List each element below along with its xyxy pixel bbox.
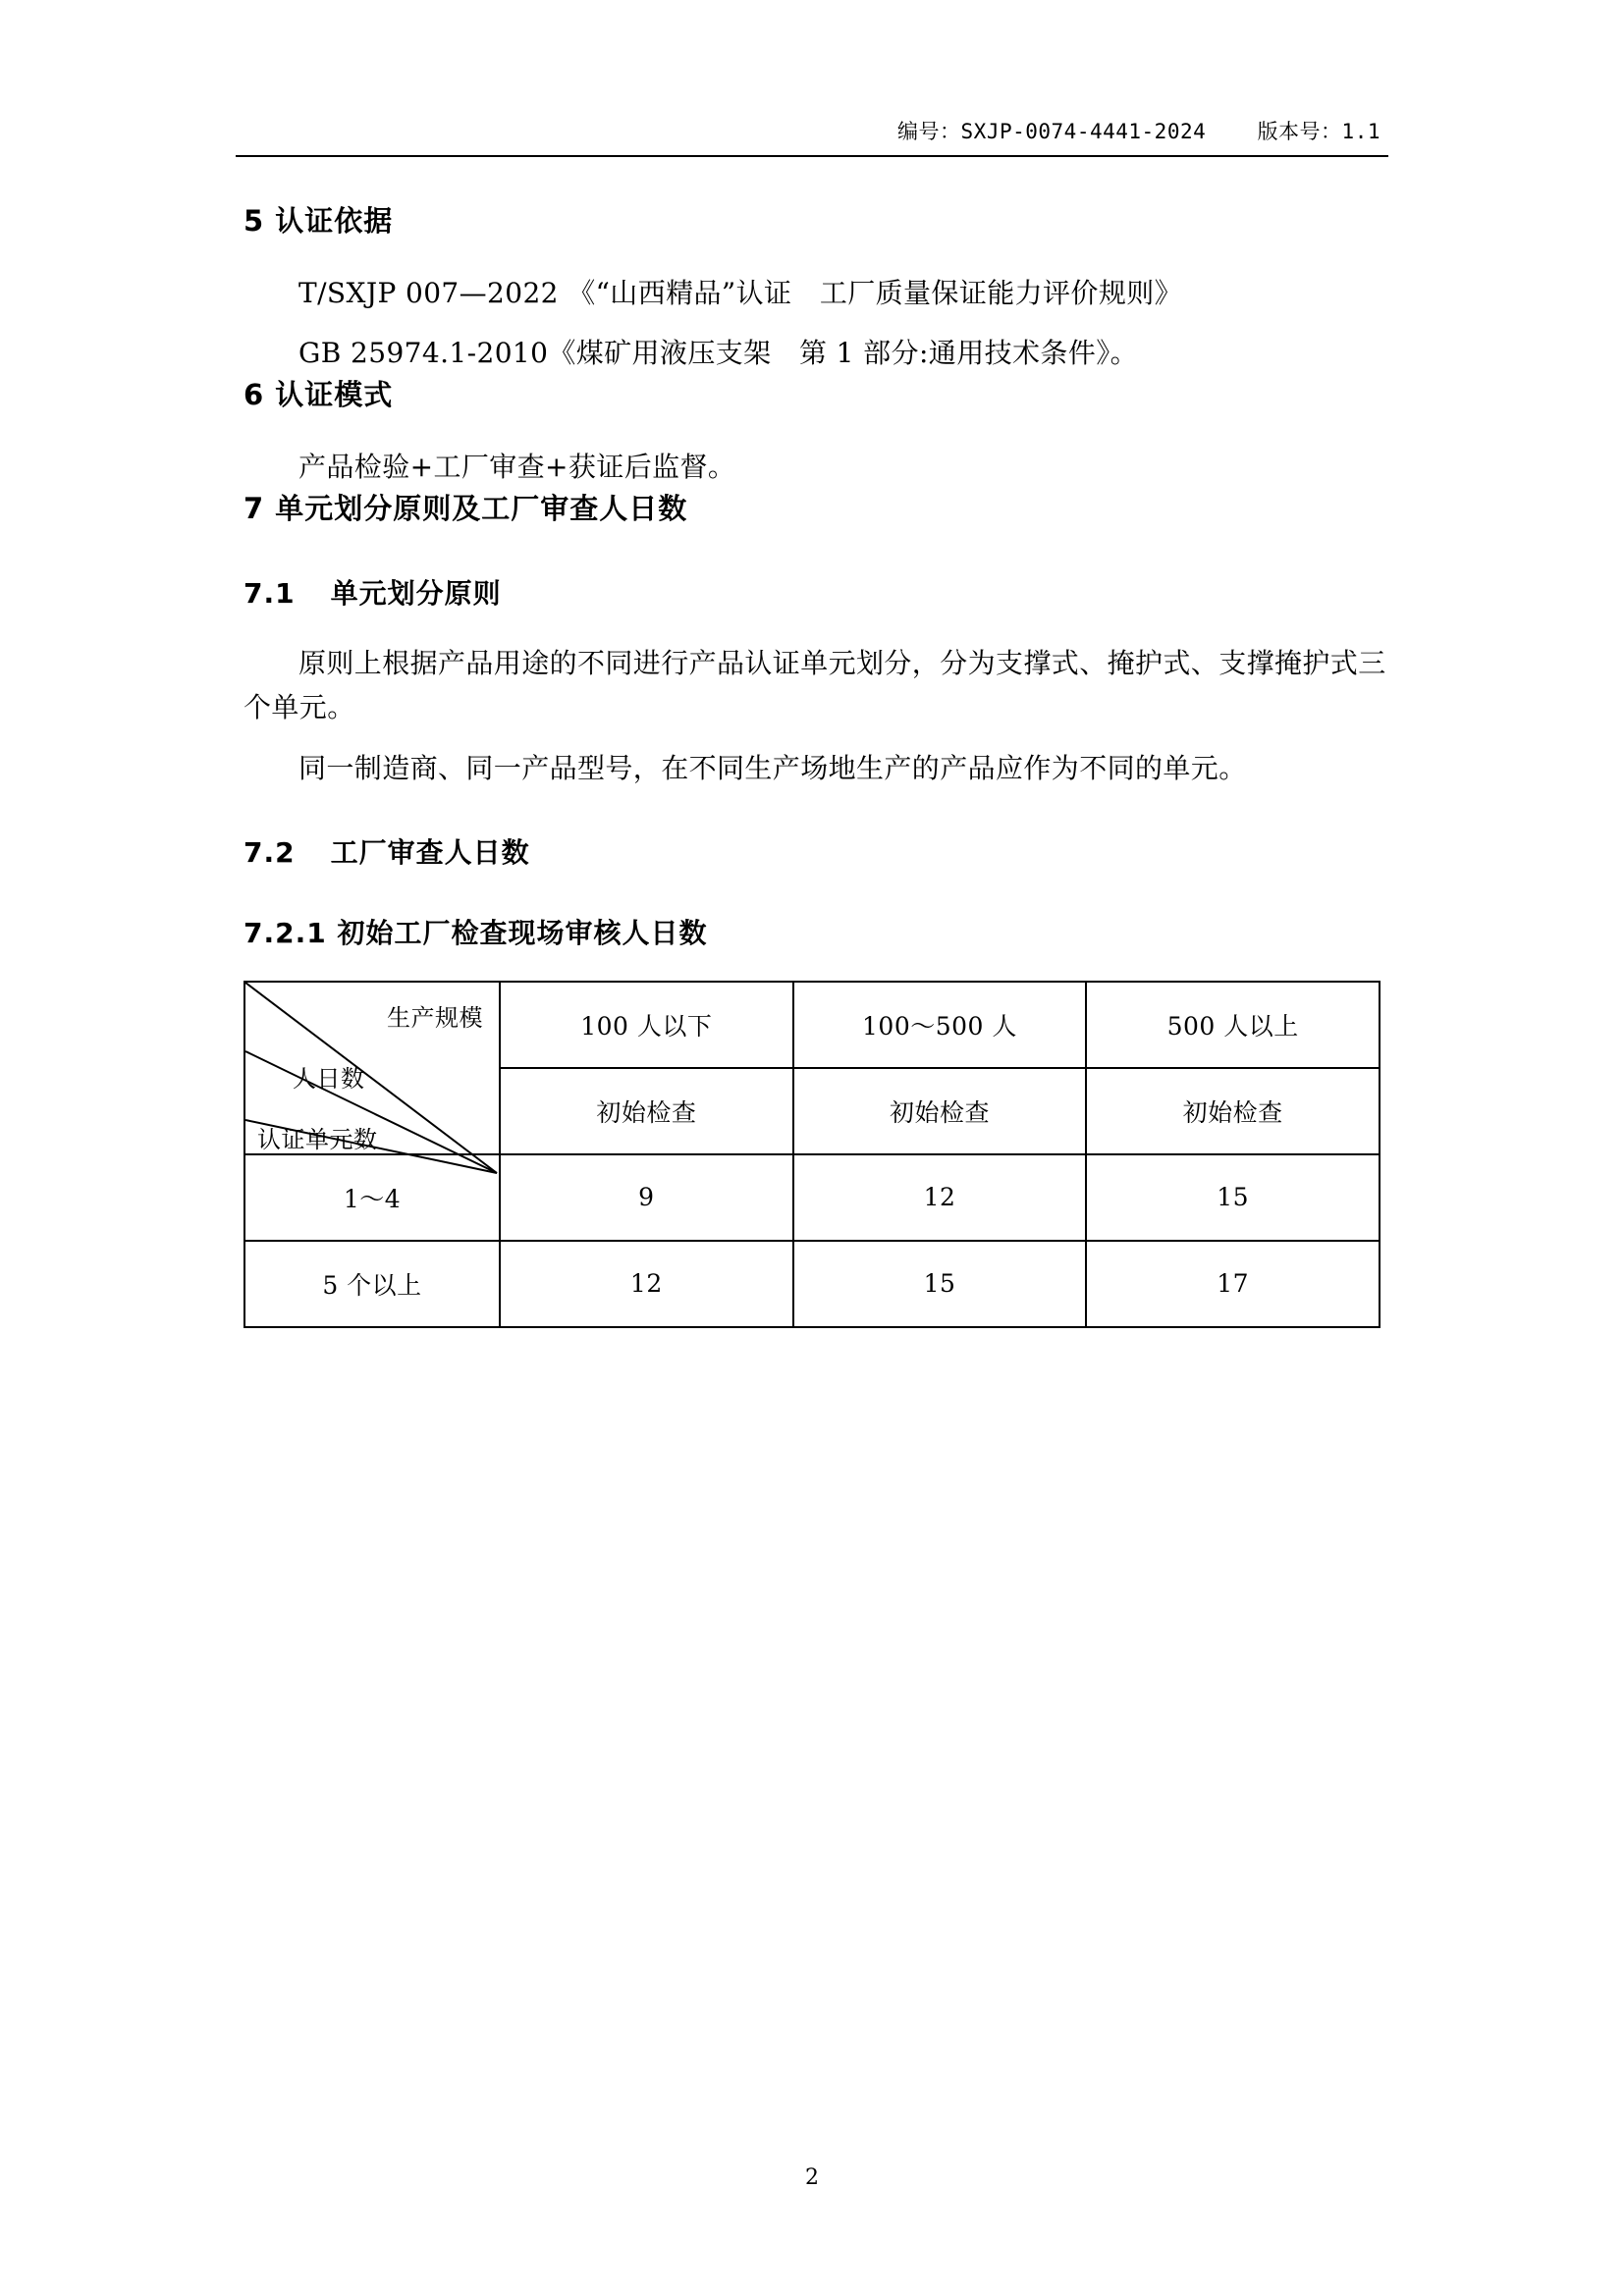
- table-row: [244, 1241, 1380, 1327]
- document-body: [244, 201, 1388, 1328]
- table-row-1-label: 5 个以上: [244, 1241, 500, 1327]
- section-7-2-number: 7.2: [244, 835, 296, 869]
- person-day-table: [244, 981, 1380, 1328]
- page-number: 2: [805, 2165, 819, 2190]
- section-6-paragraph-1: 产品检验+工厂审查+获证后监督。: [298, 450, 736, 483]
- table-scale-header-2: 500 人以上: [1086, 982, 1380, 1068]
- table-row-0-value-1: 12: [793, 1154, 1087, 1241]
- table-row-1-value-2: 17: [1086, 1241, 1380, 1327]
- table-sub-header-0: 初始检查: [500, 1068, 793, 1154]
- section-5-paragraph-1: T/SXJP 007—2022 《“山西精品”认证 工厂质量保证能力评价规则》: [298, 276, 1183, 309]
- section-7-2-title: 工厂审查人日数: [330, 835, 530, 869]
- doc-version: 版本号：1.1: [1257, 120, 1380, 143]
- corner-label-units: 认证单元数: [257, 1125, 378, 1153]
- table-scale-header-1: 100～500 人: [793, 982, 1087, 1068]
- section-7-1-paragraph-2: 同一制造商、同一产品型号，在不同生产场地生产的产品应作为不同的单元。: [298, 751, 1247, 784]
- table-header-row-1: [244, 982, 1380, 1068]
- corner-label-scale: 生产规模: [387, 1003, 483, 1032]
- section-7-1-number: 7.1: [244, 576, 296, 610]
- section-7-2-1-heading: 7.2.1 初始工厂检查现场审核人日数: [244, 916, 708, 949]
- table-scale-header-0: 100 人以下: [500, 982, 793, 1068]
- section-7-1-title: 单元划分原则: [330, 576, 502, 610]
- page-footer: [0, 2165, 1624, 2190]
- header-divider: [236, 155, 1388, 157]
- section-5-paragraph-2: GB 25974.1-2010《煤矿用液压支架 第 1 部分:通用技术条件》。: [298, 336, 1139, 369]
- section-7-1-paragraph-1: 原则上根据产品用途的不同进行产品认证单元划分，分为支撑式、掩护式、支撑掩护式三个单元。: [244, 646, 1386, 724]
- table-row-0-label: 1～4: [244, 1154, 500, 1241]
- corner-label-persondays: 人日数: [293, 1064, 365, 1093]
- table-corner-cell: [244, 982, 500, 1154]
- doc-number: 编号：SXJP-0074-4441-2024: [897, 120, 1207, 143]
- table-row-0-value-2: 15: [1086, 1154, 1380, 1241]
- section-7-heading: 7 单元划分原则及工厂审查人日数: [244, 492, 688, 526]
- table-row-1-value-0: 12: [500, 1241, 793, 1327]
- table-row-0-value-0: 9: [500, 1154, 793, 1241]
- section-5-heading: 5 认证依据: [244, 204, 394, 238]
- section-7-1-heading: [244, 572, 1388, 612]
- table-sub-header-1: 初始检查: [793, 1068, 1087, 1154]
- section-6-heading: 6 认证模式: [244, 378, 394, 412]
- table-row-1-value-1: 15: [793, 1241, 1087, 1327]
- page-header: [244, 116, 1380, 145]
- section-7-2-heading: [244, 831, 1388, 871]
- table-sub-header-2: 初始检查: [1086, 1068, 1380, 1154]
